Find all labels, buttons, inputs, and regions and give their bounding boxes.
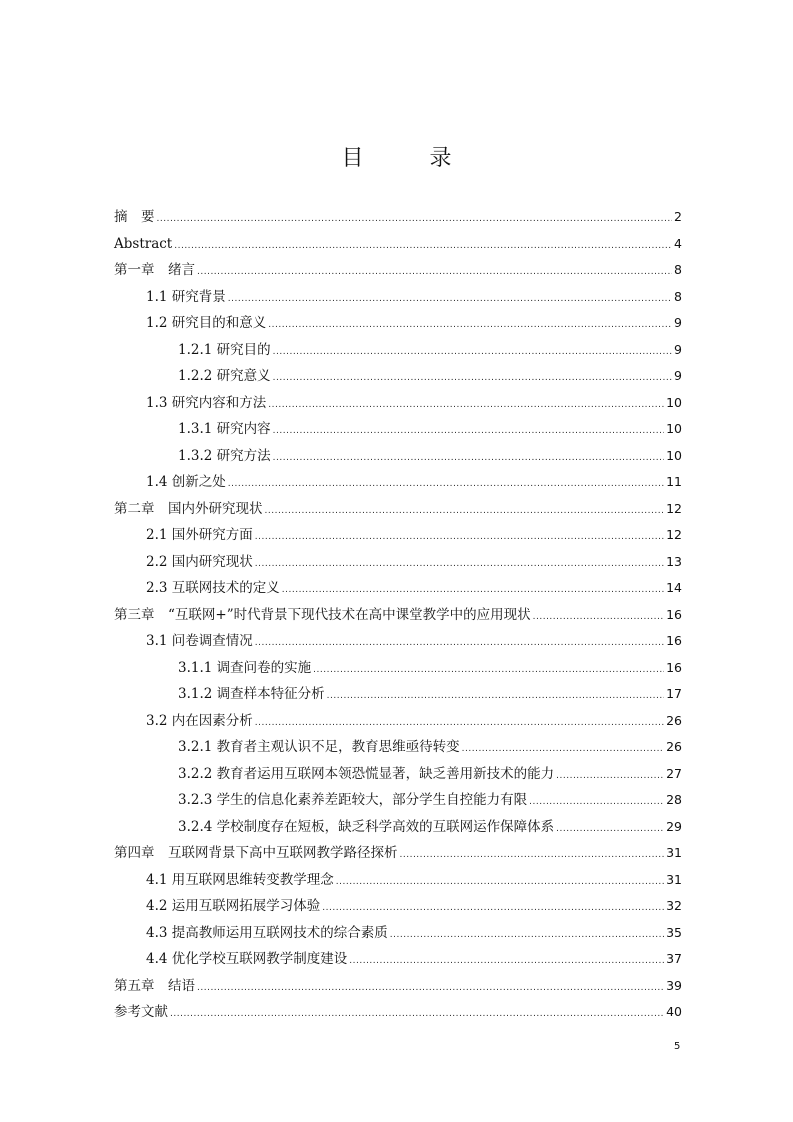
toc-entry-page: 39 <box>666 977 682 993</box>
toc-leader-dots <box>273 418 664 445</box>
toc-entry-label: 参考文献 <box>114 1004 168 1020</box>
toc-leader-dots <box>268 312 672 339</box>
toc-leader-dots <box>197 975 664 1002</box>
toc-entry-label: 3.2.4 学校制度存在短板，缺乏科学高效的互联网运作保障体系 <box>178 818 555 835</box>
toc-leader-dots <box>170 1001 664 1028</box>
toc-entry[interactable] <box>114 893 682 920</box>
toc-entry-page: 9 <box>674 315 682 330</box>
toc-leader-dots <box>255 551 664 578</box>
toc-entry[interactable] <box>114 522 682 549</box>
toc-entry-label: 第二章 国内外研究现状 <box>114 500 263 517</box>
toc-entry-page: 31 <box>666 845 682 860</box>
toc-entry[interactable] <box>114 363 682 390</box>
toc-entry[interactable] <box>114 231 682 258</box>
toc-entry-label: 2.2 国内研究现状 <box>146 553 253 570</box>
toc-entry-page: 14 <box>666 580 682 595</box>
toc-leader-dots <box>336 869 664 896</box>
toc-entry[interactable] <box>114 734 682 761</box>
toc-leader-dots <box>228 286 672 313</box>
toc-leader-dots <box>255 710 664 737</box>
toc-leader-dots <box>255 524 664 551</box>
toc-entry-label: 3.1.2 调查样本特征分析 <box>178 686 325 702</box>
toc-leader-dots <box>529 789 664 816</box>
toc-entry-page: 16 <box>666 659 682 675</box>
toc-entry-page: 35 <box>666 924 682 940</box>
toc-leader-dots <box>390 922 664 949</box>
toc-leader-dots <box>273 365 672 392</box>
toc-entry-label: 1.3 研究内容和方法 <box>146 394 267 411</box>
toc-entry-page: 2 <box>674 209 682 224</box>
toc-entry-page: 17 <box>666 686 682 701</box>
toc-entry-page: 8 <box>674 262 682 277</box>
toc-entry-label: 4.3 提高教师运用互联网技术的综合素质 <box>146 924 388 941</box>
toc-entry[interactable] <box>114 787 682 814</box>
toc-entry[interactable] <box>114 708 682 735</box>
toc-leader-dots <box>556 816 664 843</box>
toc-entry-page: 11 <box>666 474 682 489</box>
toc-leader-dots <box>255 630 664 657</box>
toc-entry-label: 2.1 国外研究方面 <box>146 527 253 543</box>
toc-entry-page: 10 <box>666 394 682 410</box>
toc-entry-page: 26 <box>666 712 682 728</box>
toc-entry[interactable] <box>114 549 682 576</box>
toc-leader-dots <box>533 604 664 631</box>
toc-entry-label: 1.2.1 研究目的 <box>178 341 271 358</box>
table-of-contents <box>114 204 682 1026</box>
toc-entry-label: 第一章 绪言 <box>114 262 195 278</box>
toc-leader-dots <box>282 577 664 604</box>
toc-entry-label: 1.4 创新之处 <box>146 474 226 490</box>
toc-leader-dots <box>273 339 672 366</box>
toc-leader-dots <box>197 259 672 286</box>
toc-entry-page: 37 <box>666 951 682 966</box>
toc-entry-label: Abstract <box>114 235 173 252</box>
toc-entry-page: 16 <box>666 633 682 648</box>
toc-leader-dots <box>273 445 664 472</box>
toc-entry-page: 32 <box>666 898 682 913</box>
toc-entry[interactable] <box>114 628 682 655</box>
toc-leader-dots <box>313 657 664 684</box>
toc-entry[interactable] <box>114 946 682 973</box>
toc-entry-page: 27 <box>666 765 682 781</box>
toc-entry[interactable] <box>114 655 682 682</box>
toc-entry-page: 16 <box>666 606 682 622</box>
toc-entry-label: 3.2.2 教育者运用互联网本领恐慌显著，缺乏善用新技术的能力 <box>178 765 555 782</box>
toc-entry-label: 3.1 问卷调查情况 <box>146 633 253 649</box>
toc-leader-dots <box>462 736 664 763</box>
toc-entry[interactable] <box>114 496 682 523</box>
toc-entry[interactable] <box>114 920 682 947</box>
toc-entry-label: 3.2.1 教育者主观认识不足，教育思维亟待转变 <box>178 739 460 755</box>
toc-entry-page: 31 <box>666 871 682 887</box>
toc-entry[interactable] <box>114 840 682 867</box>
toc-leader-dots <box>327 683 664 710</box>
toc-leader-dots <box>556 763 664 790</box>
toc-leader-dots <box>228 471 664 498</box>
toc-entry-page: 13 <box>666 553 682 569</box>
toc-entry-label: 4.2 运用互联网拓展学习体验 <box>146 898 321 914</box>
toc-leader-dots <box>174 233 672 260</box>
page-title: 目 录 <box>341 146 474 171</box>
toc-entry-label: 第四章 互联网背景下高中互联网教学路径探析 <box>114 845 398 861</box>
toc-entry[interactable] <box>114 575 682 602</box>
toc-entry-label: 1.2.2 研究意义 <box>178 368 271 384</box>
toc-entry-page: 10 <box>666 447 682 463</box>
toc-entry-label: 1.1 研究背景 <box>146 288 226 305</box>
toc-entry-page: 29 <box>666 818 682 834</box>
toc-entry-label: 摘 要 <box>114 209 155 225</box>
toc-entry[interactable] <box>114 973 682 1000</box>
toc-entry[interactable] <box>114 814 682 841</box>
toc-entry-page: 10 <box>666 421 682 436</box>
toc-entry-label: 1.3.2 研究方法 <box>178 447 271 464</box>
toc-entry[interactable] <box>114 310 682 337</box>
toc-entry[interactable] <box>114 257 682 284</box>
toc-entry[interactable] <box>114 469 682 496</box>
toc-entry[interactable] <box>114 602 682 629</box>
toc-entry-page: 4 <box>674 235 682 251</box>
toc-entry[interactable] <box>114 761 682 788</box>
toc-entry-label: 4.1 用互联网思维转变教学理念 <box>146 871 334 888</box>
toc-entry-page: 12 <box>666 527 682 542</box>
toc-leader-dots <box>322 895 664 922</box>
toc-entry[interactable] <box>114 390 682 417</box>
toc-leader-dots <box>157 206 673 233</box>
toc-entry-label: 3.2 内在因素分析 <box>146 712 253 729</box>
toc-entry[interactable] <box>114 867 682 894</box>
toc-entry-label: 3.1.1 调查问卷的实施 <box>178 659 312 676</box>
page-number: 5 <box>674 1041 681 1052</box>
toc-entry-page: 28 <box>666 792 682 807</box>
toc-entry-label: 1.2 研究目的和意义 <box>146 315 267 331</box>
toc-entry[interactable] <box>114 681 682 708</box>
toc-entry-label: 4.4 优化学校互联网教学制度建设 <box>146 951 348 967</box>
toc-entry[interactable] <box>114 204 682 231</box>
toc-leader-dots <box>265 498 665 525</box>
toc-entry-page: 9 <box>674 341 682 357</box>
toc-leader-dots <box>400 842 665 869</box>
toc-entry[interactable] <box>114 337 682 364</box>
toc-entry[interactable] <box>114 443 682 470</box>
toc-leader-dots <box>349 948 664 975</box>
toc-entry-label: 第三章 “互联网+”时代背景下现代技术在高中课堂教学中的应用现状 <box>114 606 531 623</box>
toc-entry-page: 26 <box>666 739 682 754</box>
toc-entry-label: 1.3.1 研究内容 <box>178 421 271 437</box>
toc-entry[interactable] <box>114 999 682 1026</box>
toc-entry-label: 3.2.3 学生的信息化素养差距较大，部分学生自控能力有限 <box>178 792 528 808</box>
toc-entry-label: 第五章 结语 <box>114 977 195 994</box>
toc-entry-page: 9 <box>674 368 682 383</box>
toc-entry-label: 2.3 互联网技术的定义 <box>146 580 280 596</box>
toc-entry-page: 8 <box>674 288 682 304</box>
toc-entry-page: 40 <box>666 1004 682 1019</box>
toc-entry-page: 12 <box>666 500 682 516</box>
toc-entry[interactable] <box>114 284 682 311</box>
toc-entry[interactable] <box>114 416 682 443</box>
toc-leader-dots <box>268 392 664 419</box>
